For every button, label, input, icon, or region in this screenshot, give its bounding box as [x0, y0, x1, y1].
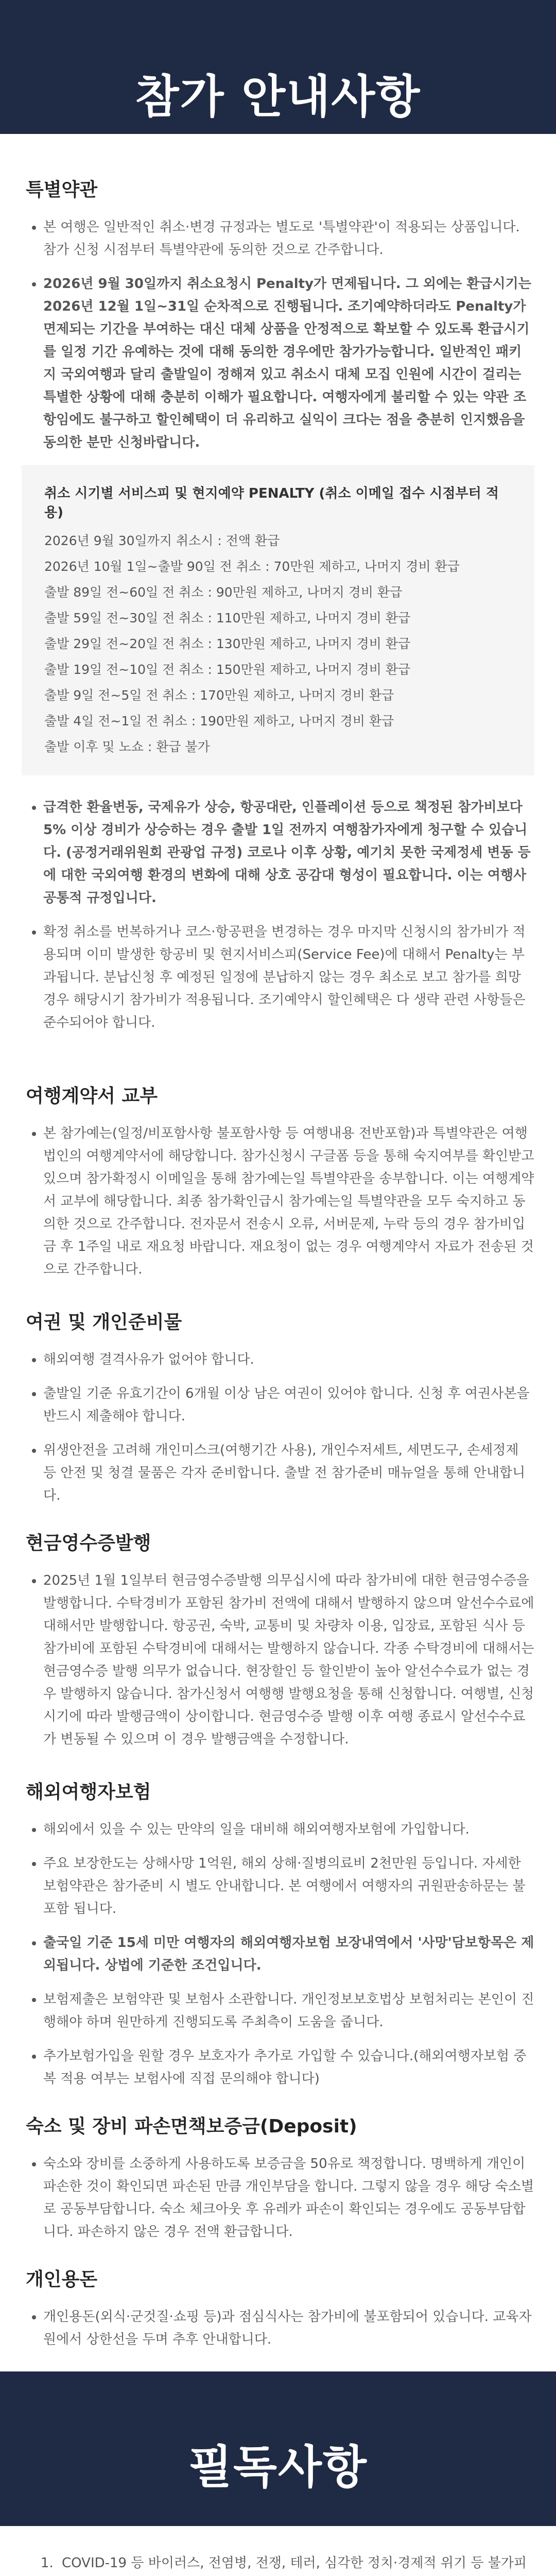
special-terms-title: 특별약관 [26, 179, 98, 200]
personal-money-title: 개인용돈 [26, 2269, 98, 2290]
list-item: • 주요 보장한도는 상해사망 1억원, 해외 상해·질병의료비 2천만원 등입니다. 자세한 보험약관은 참가준비 시 별도 안내합니다. 본 여행에서 여행자의 귀원판송하문는 불포함 됩니다. [43, 1852, 534, 1920]
must-read-title: 필독사항 [188, 2441, 368, 2494]
penalty-box [22, 465, 534, 775]
list-item: • 급격한 환율변동, 국제유가 상승, 항공대란, 인플레이션 등으로 책정된 참가비보다 5% 이상 경비가 상승하는 경우 출발 1일 전까지 여행참가자에게 청구할 수 있습니다. (공정거래위원회 관광업 규정) 코로나 이후 상황, 예기치 못한 국제정세 변동 등에 대한 국외여행 환경의 변화에 대해 상호 공감대 형성이 필요합니다. 이는 여행사 공통적 규정입니다. [43, 796, 534, 909]
penalty-line: 출발 19일 전~10일 전 취소 : 150만원 제하고, 나머지 경비 환급 [44, 662, 411, 677]
list-item: • 본 참가예는(일정/비포함사항 불포함사항 등 여행내용 전반포함)과 특별약관은 여행법인의 여행계약서에 해당합니다. 참가신청시 구글폼 등을 통해 숙지여부를 확인받고 있으며 참가확정시 이메일을 통해 참가예는일 특별약관을 송부합니다. 이는 여행계약서 교부에 해당합니다. 최종 참가확인급시 참가예는일 특별약관을 모두 숙지하고 동의한 것으로 간주합니다. 전자문서 전송시 오류, 서버문제, 누락 등의 경우 참가비입금 후 1주일 내로 재요청 바랍니다. 재요청이 없는 경우 여행계약서 자료가 전송된 것으로 간주합니다. [43, 1122, 534, 1281]
personal-money-list [22, 2306, 534, 2351]
list-item: • 해외에서 있을 수 있는 만약의 일을 대비해 해외여행자보험에 가입합니다. [43, 1818, 534, 1841]
insurance-title: 해외여행자보험 [26, 1782, 151, 1803]
list-item: • 숙소와 장비를 소중하게 사용하도록 보증금을 50유로 책정합니다. 명백하게 개인이 파손한 것이 확인되면 파손된 만큼 개인부담을 합니다. 그렇지 않을 경우 해당 숙소별로 공동부담합니다. 숙소 체크아웃 후 유레카 파손이 확인되는 경우에도 공동부담합니다. 파손하지 않은 경우 전액 환급합니다. [43, 2153, 534, 2243]
list-item: • 출발일 기준 유효기간이 6개월 이상 남은 여권이 있어야 합니다. 신청 후 여권사본을 반드시 제출해야 합니다. [43, 1382, 534, 1428]
list-item: • 본 여행은 일반적인 취소·변경 규정과는 별도로 '특별약관'이 적용되는 상품입니다. 참가 신청 시점부터 특별약관에 동의한 것으로 간주합니다. [43, 216, 534, 261]
receipt-list [22, 1569, 534, 1751]
special-terms-extra-list [22, 796, 534, 1034]
contract-list [22, 1122, 534, 1281]
deposit-title: 숙소 및 장비 파손면책보증금(Deposit) [26, 2116, 357, 2137]
list-item: • 해외여행 결격사유가 없어야 합니다. [43, 1348, 534, 1371]
penalty-line: 2026년 9월 30일까지 취소시 : 전액 환급 [44, 533, 280, 548]
penalty-box-title: 취소 시기별 서비스피 및 현지예약 PENALTY (취소 이메일 접수 시점부터 적용) [44, 486, 499, 520]
penalty-line: 출발 29일 전~20일 전 취소 : 130만원 제하고, 나머지 경비 환급 [44, 636, 411, 651]
penalty-line: 출발 89일 전~60일 전 취소 : 90만원 제하고, 나머지 경비 환급 [44, 585, 403, 600]
title-banner [0, 0, 556, 134]
list-item: • 위생안전을 고려해 개인미스크(여행기간 사용), 개인수저세트, 세면도구, 손세정제 등 안전 및 청결 물품은 각자 준비합니다. 출발 전 참가준비 매뉴얼을 통해 안내합니다. [43, 1439, 534, 1507]
list-item: • 출국일 기준 15세 미만 여행자의 해외여행자보험 보장내역에서 '사망'담보항목은 제외됩니다. 상법에 기준한 조건입니다. [43, 1931, 534, 1977]
list-item: • 보험제출은 보험약관 및 보험사 소관합니다. 개인정보보호법상 보험처리는 본인이 진행해야 하며 원만하게 진행되도록 주최측이 도움을 줍니다. [43, 1988, 534, 2033]
list-item: • 개인용돈(외식·군것질·쇼핑 등)과 점심식사는 참가비에 불포함되어 있습니다. 교육자원에서 상한선을 두며 추후 안내합니다. [43, 2306, 534, 2351]
special-terms-list [22, 216, 534, 454]
content [0, 134, 556, 2576]
receipt-title: 현금영수증발행 [26, 1533, 151, 1554]
contract-title: 여행계약서 교부 [26, 1086, 158, 1107]
penalty-line: 출발 59일 전~30일 전 취소 : 110만원 제하고, 나머지 경비 환급 [44, 611, 411, 625]
penalty-line: 출발 4일 전~1일 전 취소 : 190만원 제하고, 나머지 경비 환급 [44, 714, 394, 728]
list-item: • 2026년 9월 30일까지 취소요청시 Penalty가 면제됩니다. 그 외에는 환급시기는 2026년 12월 1일~31일 순차적으로 진행됩니다. 조기예약하더라도 Penalty가 면제되는 기간을 부여하는 대신 대체 상품을 안정적으로 확보할 수 있도록 환급시기를 일정 기간 유예하는 것에 대해 동의한 경우에만 참가가능합니다. 일반적인 패키지 국외여행과 달리 출발일이 정해져 있고 취소시 대체 모집 인원에 시간이 걸리는 특별한 상황에 대해 충분히 이해가 필요합니다. 여행자에게 불리할 수 있는 약관 조항임에도 불구하고 할인혜택이 더 유리하고 실익이 크다는 점을 충분히 인지했음을 동의한 분만 신청바랍니다. [43, 273, 534, 454]
passport-list [22, 1348, 534, 1507]
list-item: • 2025년 1월 1일부터 현금영수증발행 의무십시에 따라 참가비에 대한 현금영수증을 발행합니다. 수탁경비가 포함된 참가비 전액에 대해서 발행하지 않으며 알선수수료에 대해서만 발행합니다. 항공권, 숙박, 교통비 및 차량차 이용, 입장료, 포함된 식사 등 참가비에 포함된 수탁경비에 대해서는 발행하지 않습니다. 각종 수탁경비에 대해서는 현금영수증 발행 의무가 없습니다. 현장할인 등 할인받이 높아 알선수수료가 없는 경우 발행하지 않습니다. 참가신청서 여행행 발행요청을 통해 신청합니다. 여행별, 신청시기에 따라 발행금액이 상이합니다. 현금영수증 발행 이후 여행 종료시 알선수수료가 변동될 수 있으며 이 경우 발행금액을 수정합니다. [43, 1569, 534, 1751]
penalty-line: 2026년 10월 1일~출발 90일 전 취소 : 70만원 제하고, 나머지 경비 환급 [44, 559, 460, 574]
must-read-list [22, 2552, 534, 2576]
page-title: 참가 안내사항 [135, 70, 421, 123]
must-read-banner [0, 2371, 556, 2526]
penalty-line: 출발 이후 및 노쇼 : 환급 불가 [44, 739, 210, 754]
penalty-line: 출발 9일 전~5일 전 취소 : 170만원 제하고, 나머지 경비 환급 [44, 688, 394, 703]
list-item: • 추가보험가입을 원할 경우 보호자가 추가로 가입할 수 있습니다.(해외여행자보험 중복 적용 여부는 보험사에 직접 문의해야 합니다) [43, 2045, 534, 2090]
insurance-list [22, 1818, 534, 2090]
list-item: • 확정 취소를 번복하거나 코스·항공편을 변경하는 경우 마지막 신청시의 참가비가 적용되며 이미 발생한 항공비 및 현지서비스피(Service Fee)에 대해서 Penalty는 부과됩니다. 분납신청 후 예정된 일정에 분납하지 않는 경우 최소로 보고 참가를 희망 경우 해당시기 참가비가 적용됩니다. 조기예약시 할인혜택은 다 생략 관련 사항들은 준수되어야 합니다. [43, 921, 534, 1034]
passport-title: 여권 및 개인준비물 [26, 1312, 182, 1333]
list-item: 1. COVID-19 등 바이러스, 전염병, 전쟁, 테러, 심각한 정치·경제적 위기 등 불가피 [58, 2552, 534, 2576]
deposit-list [22, 2153, 534, 2243]
